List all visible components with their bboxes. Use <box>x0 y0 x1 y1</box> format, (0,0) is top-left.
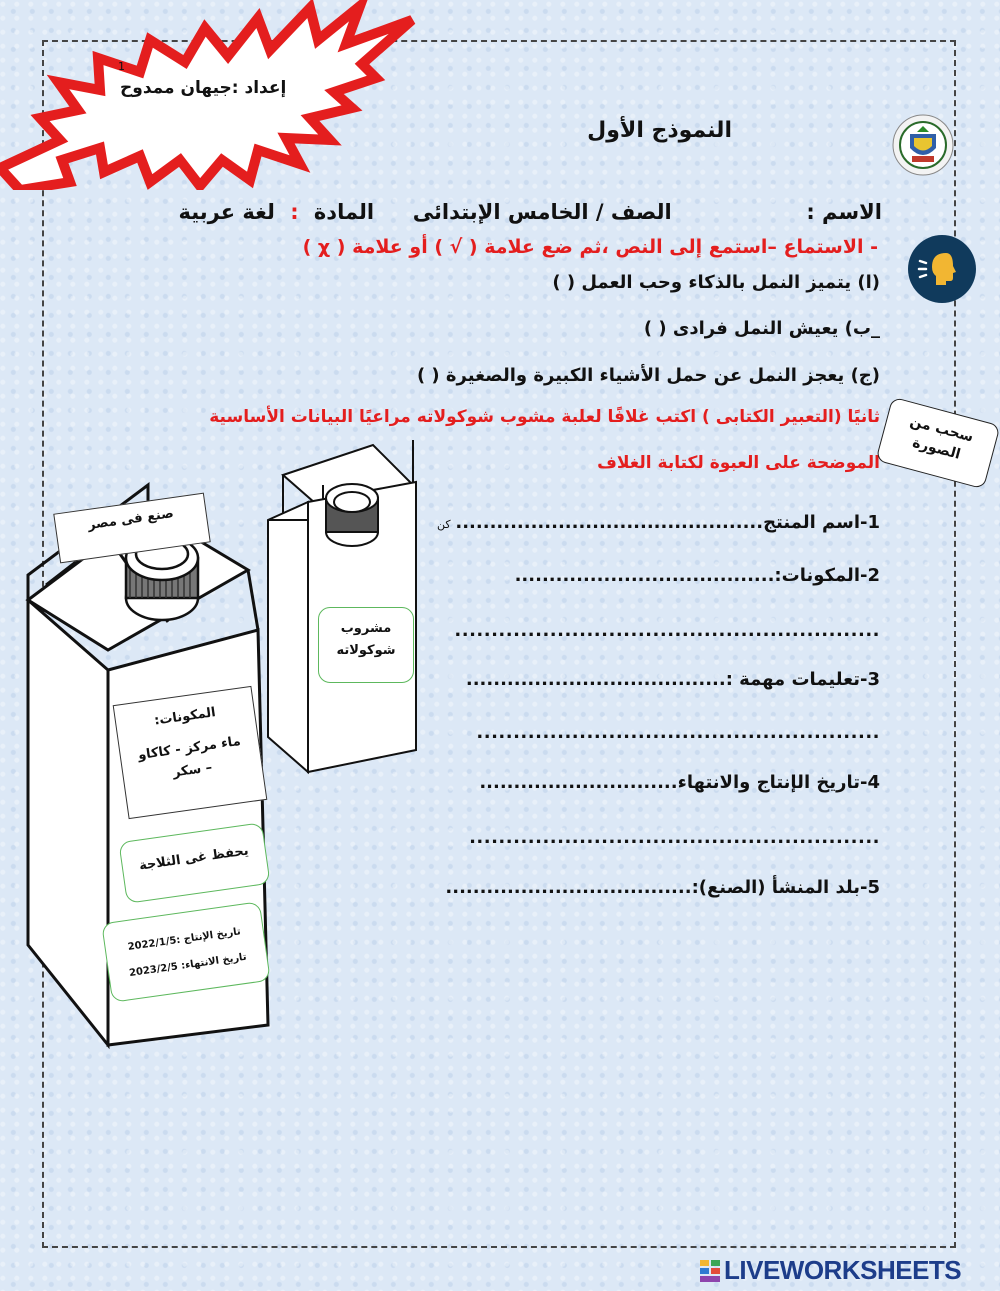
drag-from-image-box[interactable]: سحب من الصورة <box>875 397 1000 490</box>
field-product-name[interactable]: 1-اسم المنتج............................................. <box>455 512 880 533</box>
writing-instruction-1: ثانيًا (التعبير الكتابى ) اكتب غلافًا لعلبة مشوب شوكولاته مراعيًا البيانات الأساسية <box>209 407 880 427</box>
field-dates[interactable]: 4-تاريخ الإنتاج والانتهاء............................. <box>479 772 880 793</box>
field-ingredients[interactable]: 2-المكونات:...................................... <box>514 565 880 586</box>
author-credit: إعداد :جيهان ممدوح <box>120 78 287 98</box>
liveworksheets-brand[interactable]: LIVEWORKSHEETS <box>724 1255 962 1285</box>
production-date: تاريخ الإنتاج :2022/1/5 <box>127 926 242 953</box>
drink-name-line1: مشروب <box>340 621 392 636</box>
ingredients-line2: – سكر <box>171 760 214 781</box>
listening-item-a: (ا) يتميز النمل بالذكاء وحب العمل ( ) <box>552 272 880 293</box>
ingredients-tag <box>113 686 268 819</box>
storage-text: يحفظ غى الثلاجة <box>138 843 250 874</box>
name-label: الاسم : <box>806 200 882 224</box>
page-title: النموذج الأول <box>587 118 732 143</box>
field-origin[interactable]: 5-بلد المنشأ (الصنع):.................................... <box>445 877 880 898</box>
writing-instruction-2: الموضحة على العبوة لكتابة الغلاف <box>597 453 880 473</box>
small-carton-cap <box>326 484 378 546</box>
listening-item-c: (ج) يعجز النمل عن حمل الأشياء الكبيرة والصغيرة ( ) <box>416 365 880 386</box>
field-instructions[interactable]: 3-تعليمات مهمة :...................................... <box>465 669 880 690</box>
field-ingredients-cont[interactable]: .......................................................... <box>454 620 880 641</box>
speaking-head-icon <box>908 235 976 303</box>
expiry-date: تاريخ الانتهاء: 2023/2/5 <box>128 951 248 980</box>
page-number: 1 <box>118 60 125 73</box>
drink-name-tag <box>318 607 414 683</box>
grade-label: الصف / الخامس الإبتدائى <box>412 200 672 224</box>
school-logo-icon <box>892 112 954 178</box>
drink-name-line2: شوكولاته <box>336 643 396 658</box>
subject-value: لغة عربية <box>178 200 275 224</box>
student-info-row <box>178 200 882 224</box>
listening-item-b: _ب) يعيش النمل فرادى ( ) <box>643 318 880 339</box>
subject-label: المادة <box>313 200 375 224</box>
subject-colon: : <box>290 200 299 224</box>
ingredients-line1: ماء مركز - كاكاو <box>137 733 242 764</box>
live-badge-icon <box>700 1260 720 1282</box>
field-instructions-cont[interactable]: ....................................................... <box>476 722 880 743</box>
field-dates-cont[interactable]: ........................................................ <box>469 827 880 848</box>
made-in-text: صنع فى مصر <box>86 506 175 534</box>
ingredients-title: المكونات: <box>153 705 217 729</box>
listening-instruction: - الاستماع –استمع إلى النص ،ثم ضع علامة ( √ ) أو علامة ( χ ) <box>302 236 878 258</box>
stray-mark: كن <box>437 518 451 531</box>
